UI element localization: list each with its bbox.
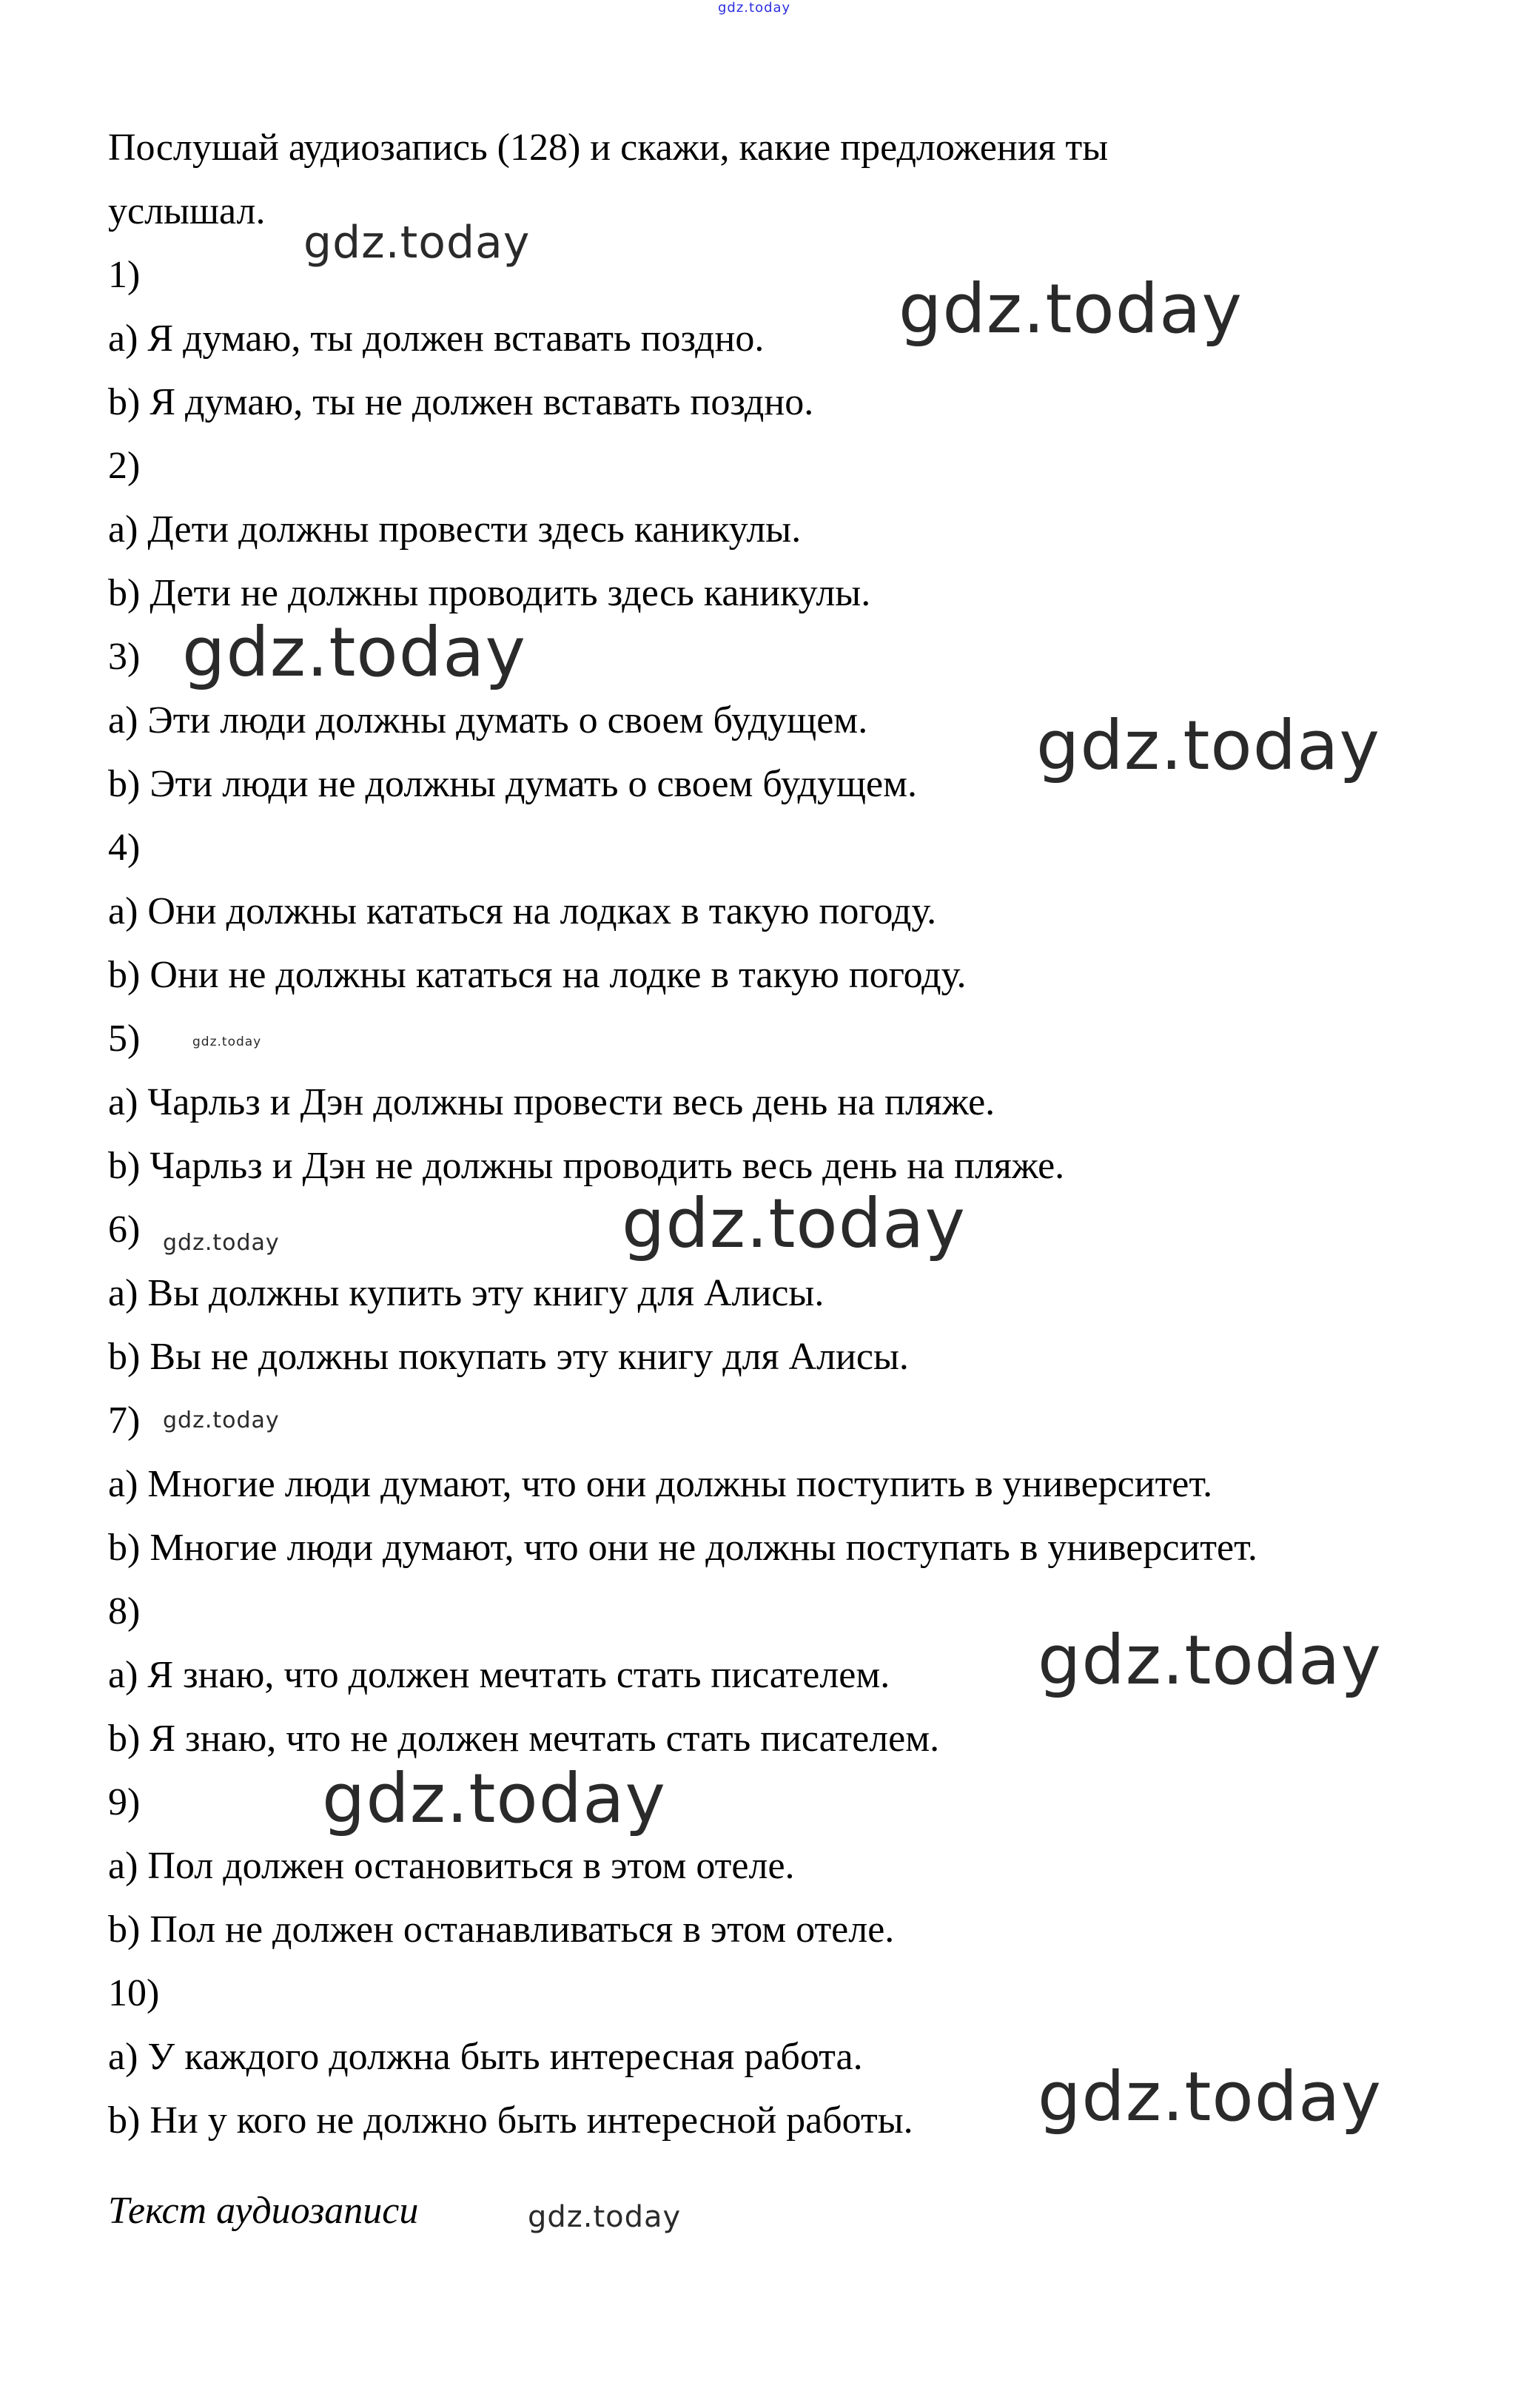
- watermark: gdz.today: [718, 0, 791, 16]
- item-number: 7): [108, 1399, 141, 1442]
- item-option-b: b) Вы не должны покупать эту книгу для Алисы.: [108, 1336, 909, 1378]
- instruction-line-1: Послушай аудиозапись (128) и скажи, какие предложения ты: [108, 127, 1109, 169]
- item-option-b: b) Многие люди думают, что они не должны поступать в университет.: [108, 1527, 1257, 1569]
- watermark: gdz.today: [182, 613, 526, 692]
- watermark: gdz.today: [192, 1035, 262, 1049]
- watermark: gdz.today: [1036, 706, 1380, 785]
- item-option-a: a) Многие люди думают, что они должны поступить в университет.: [108, 1463, 1213, 1505]
- audio-text-heading: Текст аудиозаписи: [108, 2190, 419, 2232]
- item-option-b: b) Эти люди не должны думать о своем будущем.: [108, 763, 918, 805]
- document-body: [108, 116, 1257, 2243]
- watermark: gdz.today: [1038, 1621, 1382, 1700]
- item-number: 1): [108, 254, 141, 296]
- item-number: 8): [108, 1590, 141, 1632]
- item-option-a: a) Я знаю, что должен мечтать стать писателем.: [108, 1654, 890, 1696]
- watermark: gdz.today: [528, 2200, 682, 2234]
- item-option-a: a) Я думаю, ты должен вставать поздно.: [108, 317, 765, 360]
- item-option-b: b) Пол не должен останавливаться в этом отеле.: [108, 1908, 895, 1951]
- watermark: gdz.today: [303, 217, 531, 269]
- watermark: gdz.today: [899, 269, 1243, 349]
- instruction-line-2: услышал.: [108, 190, 266, 232]
- item-option-a: a) У каждого должна быть интересная работа.: [108, 2036, 863, 2078]
- watermark: gdz.today: [1038, 2057, 1382, 2136]
- watermark: gdz.today: [163, 1408, 280, 1433]
- item-option-a: a) Чарльз и Дэн должны провести весь день на пляже.: [108, 1081, 995, 1123]
- item-number: 9): [108, 1781, 141, 1823]
- item-number: 4): [108, 827, 141, 869]
- item-number: 6): [108, 1208, 141, 1251]
- item-option-b: b) Чарльз и Дэн не должны проводить весь день на пляже.: [108, 1145, 1065, 1187]
- watermark: gdz.today: [622, 1184, 966, 1263]
- item-option-b: b) Дети не должны проводить здесь каникулы.: [108, 572, 871, 614]
- item-number: 5): [108, 1018, 141, 1060]
- item-number: 10): [108, 1972, 160, 2014]
- item-option-b: b) Я знаю, что не должен мечтать стать писателем.: [108, 1718, 940, 1760]
- item-option-a: a) Пол должен остановиться в этом отеле.: [108, 1845, 795, 1887]
- item-option-a: a) Эти люди должны думать о своем будущем.: [108, 699, 868, 741]
- watermark: gdz.today: [163, 1230, 280, 1256]
- item-option-a: a) Вы должны купить эту книгу для Алисы.: [108, 1272, 825, 1314]
- item-option-b: b) Я думаю, ты не должен вставать поздно.: [108, 381, 814, 423]
- item-number: 3): [108, 636, 141, 678]
- item-option-b: b) Они не должны кататься на лодке в такую погоду.: [108, 954, 967, 996]
- item-option-a: a) Они должны кататься на лодках в такую погоду.: [108, 890, 937, 932]
- item-number: 2): [108, 445, 141, 487]
- watermark: gdz.today: [322, 1759, 666, 1838]
- item-option-b: b) Ни у кого не должно быть интересной работы.: [108, 2099, 913, 2142]
- item-option-a: a) Дети должны провести здесь каникулы.: [108, 508, 802, 551]
